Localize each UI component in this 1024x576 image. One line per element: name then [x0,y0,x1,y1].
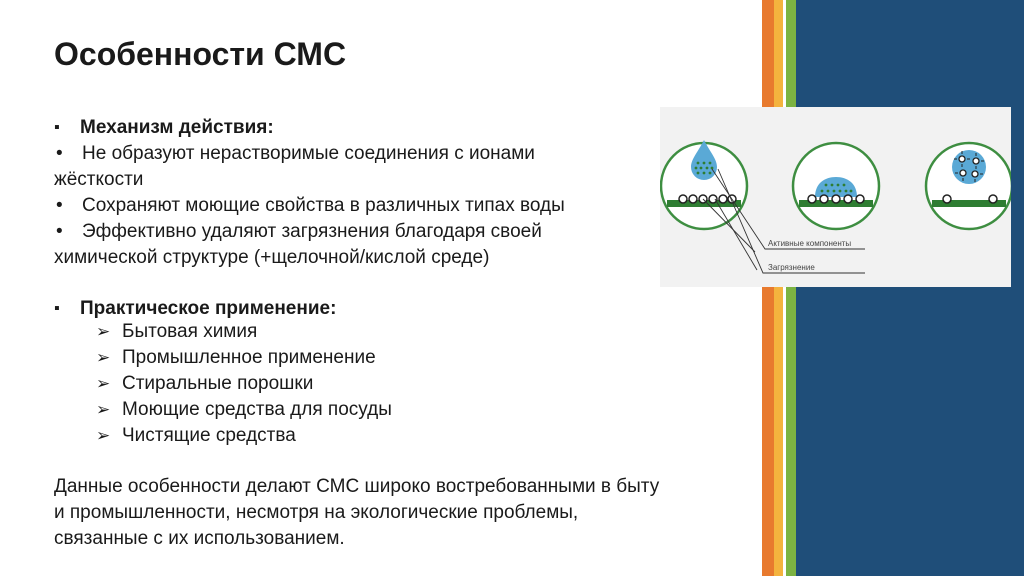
conclusion-line: и промышленности, несмотря на экологические проблемы, [54,502,579,523]
detergent-action-diagram [660,107,1011,287]
mechanism-bullet-3 [54,219,542,245]
yellow-stripe [774,0,783,576]
conclusion-line: Данные особенности делают СМС широко востребованными в быту [54,476,660,497]
detergent-action-figure [660,107,1011,287]
slide-title: Особенности СМС [54,36,347,72]
application-item: ➢ Моющие средства для посуды [122,397,392,423]
lifted-droplet-icon [952,150,986,184]
conclusion-line: связанные с их использованием. [54,528,345,549]
mechanism-bullet-1-cont: жёсткости [54,169,144,190]
orange-stripe [762,0,774,576]
mechanism-bullet-3-cont: химической структуре (+щелочной/кислой среде) [54,247,490,268]
mechanism-bullet-text: Эффективно удаляют загрязнения благодаря своей [82,221,542,242]
mechanism-heading-text: Механизм действия: [80,117,274,138]
mechanism-heading [54,115,274,141]
mechanism-bullet-1 [54,141,535,167]
application-heading-text: Практическое применение: [80,298,337,319]
label-active-components: Активные компоненты [768,239,852,248]
label-dirt: Загрязнение [768,263,815,272]
green-stripe [786,0,796,576]
application-item: ➢ Чистящие средства [122,423,296,449]
application-item: ➢ Промышленное применение [122,345,376,371]
mechanism-bullet-2 [54,193,565,219]
navy-panel [796,0,1024,576]
application-item: ➢ Стиральные порошки [122,371,313,397]
mechanism-bullet-text: Сохраняют моющие свойства в различных типах воды [82,195,565,216]
application-item: ➢ Бытовая химия [122,319,257,345]
mechanism-bullet-text: Не образуют нерастворимые соединения с ионами [82,143,535,164]
